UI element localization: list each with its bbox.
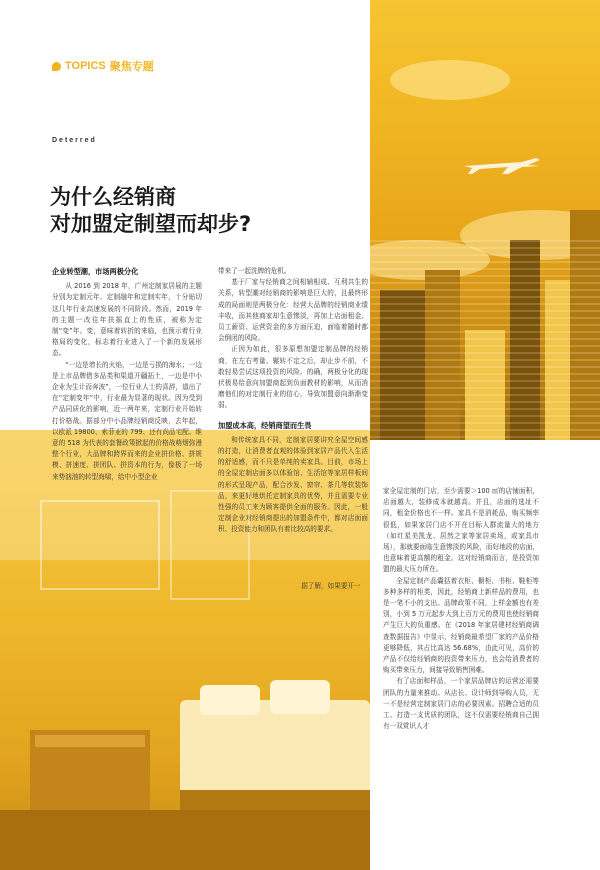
column-c — [383, 486, 539, 732]
column-b-paragraph-3: 和传统家具不同，定制家居要讲究全屋空间感的打造，让消费者直观的体验到家居产品代入生活的舒适感，而不只是单纯的卖家具。目前，市场上的全屋定制店面多以体验馆、生活馆等家居样板间的形式呈现产品，配合沙发、窗帘、茶几等软装饰品，来更好地烘托定制家具的优势，并且需要专业性强的员工来为顾客提供全面的服务。因此，一般定制企业对经销商提出的加盟条件中，都对店面面积、投资能力和团队有着比较高的要求。 — [218, 435, 368, 534]
column-b-paragraph-1: 基于厂家与经销商之间相辅相成、互利共生的关系，转型潮对经销商的影响是巨大的，且最终形成的局面则是两极分化：经营大品牌的经销商业绩丰收，而其他商家却生意惨淡，再加上店面租金、员工薪资、运营资金的多方面压迫，面临着随时都会倒闭的风险。 — [218, 278, 368, 343]
column-a — [52, 266, 202, 592]
column-c-paragraph-2: 全屋定制产品囊括着衣柜、橱柜、书柜、鞋柜等多种多样的柜类，因此，经销商上新样品的费用，也是一笔不小的支出。品牌政策不同，上样金额也有差别，小到 5 万元起步大到上百万元的费用也使经销商产生巨大的负重感。在《2018 年家居建材经销商调查数据报告》中显示，经销商最希望厂家的产品价格更够降低，其占比高达 56.68%，由此可见，高价的产品不仅给经销商的投资带来压力，也会给消费者的购买带来压力，间接导致销售困难。 — [383, 576, 539, 675]
column-c-paragraph-1: 家全屋定制的门店，至少需要＞100 ㎡的店铺面积，店面越大，装修成本就越高。并且，店面的选址不同，租金价格也不一样。家具不是消耗品，购买频率很低，如果家居门店不开在目标人群流量大的地方（如红星美凯龙、居然之家等家居卖场，或家具市场），那就要面临生意惨淡的风险，而好地段的店面，也意味着更高额的租金。这对经销商而言，是投资加盟的最大压力所在。 — [383, 487, 539, 574]
column-b-carryover: 带来了一起洗牌的危机。 — [218, 267, 291, 275]
section-header — [52, 58, 154, 74]
article-headline — [50, 184, 251, 238]
column-c-paragraph-3: 有了店面和样品，一个家居品牌店的运营还需要团队的力量来推动。从店长、设计师到导购人员，无一不是经营定制家居门店的必要因素。招聘合适的员工、打造一支优质的团队，这不仅需要经销商自己拥有一双赏识人才 — [383, 677, 539, 731]
column-a-subhead: 企业转型潮，市场两极分化 — [52, 267, 139, 276]
column-b-subhead: 加盟成本高，经销商望而生畏 — [218, 420, 312, 430]
airplane-icon — [462, 152, 542, 176]
column-b-paragraph-4: 据了解，如果要开一 — [301, 581, 361, 590]
topics-label: TOPICS — [65, 60, 106, 72]
column-b-paragraph-2: 正因为如此，很多原想加盟定制品牌的经销商，在左右考量、辗转不定之后，却止步不前，不敢轻易尝试这项投资的风险。的确，两极分化的现状极易给意向加盟商起到负面教材的影响，从而消磨他们的对定制行业的信心，导致加盟意向渐渐变弱。 — [218, 345, 368, 410]
column-b — [218, 266, 368, 592]
headline-line2-wrap — [50, 211, 251, 238]
headline-line1: 为什么经销商 — [50, 185, 176, 209]
city-skyline-photo — [370, 0, 600, 440]
headline-line2: 对加盟定制望而却步? — [50, 212, 252, 236]
topics-logo-icon — [52, 62, 61, 71]
column-a-paragraph-1: 从 2016 到 2018 年，广州定制家居展的主题分别为定制元年、定制融年和定制实年，十分贴切这几年行业高速发展的不同阶段。然而，2019 年的主题一改往年扶摇直上的性质，被称为定制“变”年。变，意味着转折的来临，也预示着行业格局的变化，标志着行业进入了一个新的发展形态。 — [52, 282, 202, 358]
section-label: 聚焦专题 — [109, 61, 154, 73]
column-a-paragraph-2: “一边是增长的火焰，一边是亏损的海水；一边是上市品牌借多品类和渠道开疆拓土，一边是中小企业为生计而奔波”，一位行业人士的喜辞，道出了在“定制变年”中，行业最为显著的现状。因为受到产品同质化的影响，近一两年来，定制行业开始转打价格战。据部分中小品牌经销商反映，去年起，以欧派 19800、索菲亚的 799、还有尚品宅配、维意的 518 为代表的套餐政策掀起的价格战萌烟弥漫整个行业，大品牌和跨界而来的企业拼价格、拼规模、拼速度、拼团队、拼资本的行为，像极了一场来势汹汹的转型海啸，给中小型企业 — [52, 360, 202, 481]
article-tag: Deterred — [52, 137, 97, 144]
